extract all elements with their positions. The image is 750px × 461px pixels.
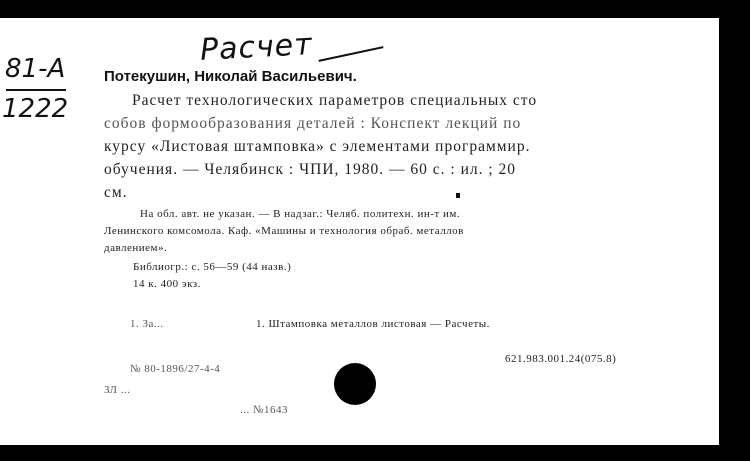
title-line: см. <box>104 184 128 201</box>
title-line: Расчет технологических параметров специальных сто <box>132 92 538 109</box>
scan-border <box>719 0 750 461</box>
udc-code: 621.983.001.24(075.8) <box>505 353 617 365</box>
catalog-card <box>0 18 719 445</box>
title-line: курсу «Листовая штамповка» с элементами программир. <box>104 138 531 155</box>
subject-prefix: 1. За... <box>130 318 164 330</box>
author-heading: Потекушин, Николай Васильевич. <box>104 68 357 85</box>
note-line: давлением». <box>104 242 168 254</box>
printer-line: ЗЛ ... <box>104 384 131 396</box>
punch-hole <box>334 363 376 405</box>
handwritten-shelf-code: 81-А <box>5 54 66 84</box>
title-line: собов формообразования деталей : Конспект лекций по <box>104 115 522 132</box>
copies-line: 14 к. 400 экз. <box>133 278 201 290</box>
ink-mark <box>456 193 460 198</box>
title-line: обучения. — Челябинск : ЧПИ, 1980. — 60 с. : ил. ; 20 <box>104 161 517 178</box>
note-line: На обл. авт. не указан. — В надзаг.: Челяб. политехн. ин-т им. <box>140 208 461 220</box>
note-line: Ленинского комсомола. Каф. «Машины и технология обраб. металлов <box>104 225 464 237</box>
shelf-code-divider <box>6 89 66 91</box>
bibliography-line: Библиогр.: с. 56—59 (44 назв.) <box>133 261 292 273</box>
subject-heading: 1. Штамповка металлов листовая — Расчеты. <box>256 318 490 330</box>
handwritten-title: Расчет <box>199 27 314 68</box>
handwritten-inventory-number: 1222 <box>2 94 69 124</box>
handwritten-underline <box>319 46 384 62</box>
card-number: № 80-1896/27-4-4 <box>130 363 221 375</box>
order-line: ... №1643 <box>240 404 288 416</box>
